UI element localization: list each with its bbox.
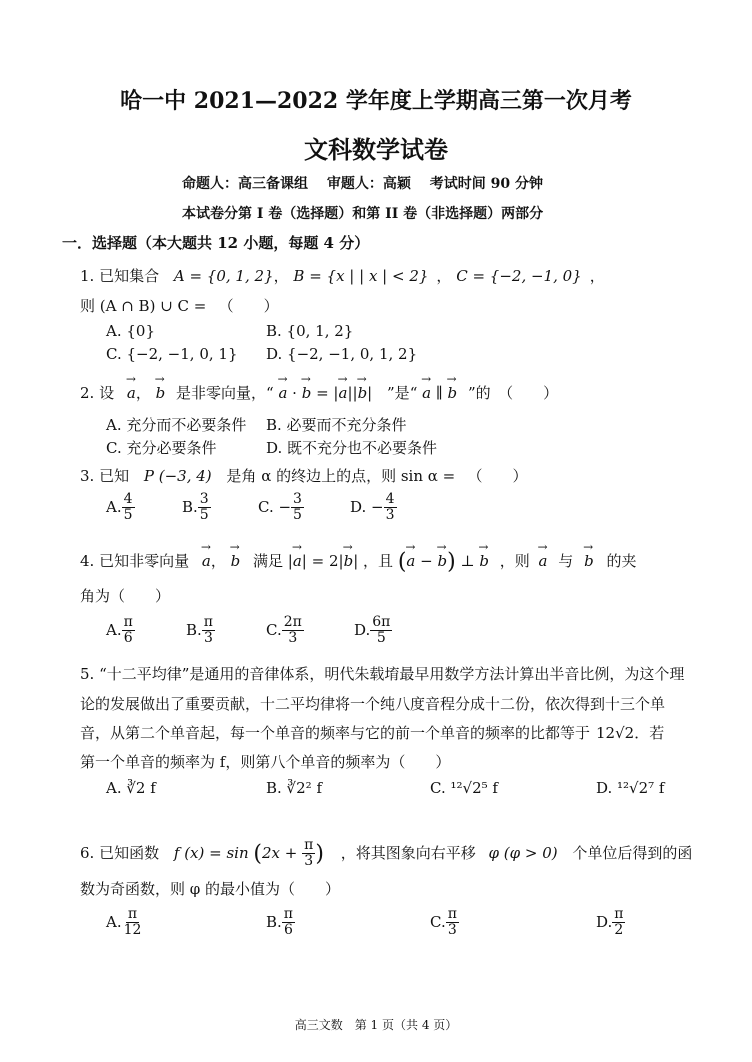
q2-option-d: D. 既不充分也不必要条件 [266, 439, 438, 457]
q2-option-b: B. 必要而不充分条件 [266, 416, 407, 434]
q1-intro: 1. 已知集合 [80, 267, 160, 285]
q5-option-b: B. ∛2² f [266, 779, 322, 797]
q3-option-c: C. − $\frac{3}{5}$ [258, 491, 302, 524]
question-2-stem: 2. 设 → a， → b 是非零向量，“ → a · → b = |→ a||→ b| ”是“ → a ∥ → b ”的 （ ） [80, 378, 558, 403]
q2-option-c: C. 充分必要条件 [106, 439, 217, 457]
q4-vector-b: → b [479, 546, 489, 570]
exam-authors: 命题人：高三备课组 审题人：高颖 考试时间 90 分钟 [182, 176, 543, 192]
question-4-stem-2: 角为（ ） [80, 587, 171, 605]
question-1-stem-2: 则 (A ∩ B) ∪ C = （ ） [80, 297, 279, 315]
q4-option-b: B. $\frac{\pi}{3}$ [186, 614, 213, 647]
q5-option-a: A. ∛2 f [106, 779, 156, 797]
q6-intro: 6. 已知函数 [80, 843, 160, 862]
q1-option-a: A. {0} [106, 322, 155, 340]
q1-option-d: D. {−2, −1, 0, 1, 2} [266, 345, 418, 363]
q2-text-2: 是 [394, 384, 410, 402]
q2-vector-a: → a [278, 378, 287, 402]
q4-vector-b: → b [437, 546, 447, 570]
question-4-stem: 4. 已知非零向量 → a， → b 满足 |→ a| = 2|→ b| ，且 (→ a − → b) ⊥ → b ，则 → a 与 → b 的夹 [80, 546, 636, 575]
q6-option-b: B. $\frac{\pi}{6}$ [266, 906, 293, 939]
question-5-line-3: 音，从第二个单音起，每一个单音的频率与它的前一个单音的频率的比都等于 12√2．若 [80, 724, 665, 742]
question-5-line-2: 论的发展做出了重要贡献，十二平均律将一个纯八度音程分成十二份，依次得到十三个单 [80, 695, 666, 713]
q2-vector-b: → b [302, 378, 312, 402]
q4-option-a: A. $\frac{\pi}{6}$ [106, 614, 133, 647]
q4-option-c: C. $\frac{2\pi}{3}$ [266, 614, 302, 647]
q6-text: ，将其图象向右平移 [340, 843, 476, 862]
q2-vector-a: → a [127, 378, 136, 402]
q2-vector-b: → b [358, 378, 368, 402]
q4-vector-a: → a [539, 546, 548, 570]
q2-vector-a: → a [422, 378, 431, 402]
q4-vector-a: → a [293, 546, 302, 570]
q2-vector-b: → b [448, 378, 458, 402]
q3-option-d: D. − $\frac{4}{3}$ [350, 491, 395, 524]
q3-option-b: B. $\frac{3}{5}$ [182, 491, 209, 524]
q1-option-b: B. {0, 1, 2} [266, 322, 354, 340]
q4-vector-a: → a [406, 546, 415, 570]
q6-option-d: D. $\frac{\pi}{2}$ [596, 906, 624, 939]
q4-vector-b: → b [584, 546, 594, 570]
q2-vector-b: → b [156, 378, 166, 402]
question-5-line-4: 第一个单音的频率为 f，则第八个单音的频率为（ ） [80, 753, 451, 771]
q4-vector-b: → b [231, 546, 241, 570]
q1-comma-2: ， [436, 267, 452, 285]
q4-then: ，则 [499, 552, 530, 570]
q4-and: ，且 [363, 552, 394, 570]
q6-option-c: C. $\frac{\pi}{3}$ [430, 906, 457, 939]
q4-intro: 4. 已知非零向量 [80, 552, 190, 570]
question-1-stem [80, 265, 605, 286]
q5-option-d: D. ¹²√2⁷ f [596, 779, 665, 797]
q6-function: f (x) = sin [173, 843, 249, 862]
q3-text: 是角 α 的终边上的点，则 sin α = （ ） [226, 467, 528, 485]
exam-subtitle: 文科数学试卷 [304, 135, 448, 164]
q1-comma-3: ， [589, 267, 605, 285]
exam-structure: 本试卷分第 I 卷（选择题）和第 II 卷（非选择题）两部分 [182, 206, 544, 222]
q4-with: 与 [558, 552, 574, 570]
q2-option-a: A. 充分而不必要条件 [106, 416, 247, 434]
q2-vector-a: → a [339, 378, 348, 402]
q4-angle: 的夹 [606, 552, 637, 570]
q1-set-c: C = {−2, −1, 0} [456, 267, 582, 285]
q2-text-1: 是非零向量， [176, 384, 267, 402]
q6-option-a: A. $\frac{\pi}{12}$ [106, 906, 142, 939]
question-6-stem: 6. 已知函数 f (x) = sin (2x + $\frac{\pi}{3}$ ) ，将其图象向右平移 φ (φ > 0) 个单位后得到的函 [80, 837, 693, 870]
q6-shift: φ (φ > 0) [488, 843, 558, 862]
q1-set-a: A = {0, 1, 2} [173, 267, 274, 285]
q5-option-c: C. ¹²√2⁵ f [430, 779, 498, 797]
q3-intro: 3. 已知 [80, 467, 130, 485]
q1-set-b: B = {x | | x | < 2} [293, 267, 429, 285]
q2-intro: 2. 设 [80, 384, 115, 402]
page-footer: 高三文数 第 1 页（共 4 页） [294, 1018, 458, 1032]
exam-title: 哈一中 2021—2022 学年度上学期高三第一次月考 [120, 88, 632, 114]
q4-option-d: D. $\frac{6\pi}{5}$ [354, 614, 391, 647]
q4-vector-b: → b [344, 546, 354, 570]
q2-text-3: 的 （ ） [475, 384, 559, 402]
q1-option-c: C. {−2, −1, 0, 1} [106, 345, 238, 363]
q4-satisfy: 满足 [253, 552, 284, 570]
q3-option-a: A. $\frac{4}{5}$ [106, 491, 133, 524]
q6-text-2: 个单位后得到的函 [572, 843, 693, 862]
section-heading: 一．选择题（本大题共 12 小题，每题 4 分） [62, 234, 370, 252]
question-6-stem-2: 数为奇函数，则 φ 的最小值为（ ） [80, 880, 341, 898]
q3-point: P (−3, 4) [143, 467, 212, 485]
question-5-line-1: 5. “十二平均律”是通用的音律体系，明代朱载堉最早用数学方法计算出半音比例，为这个理 [80, 665, 685, 683]
q1-comma-1: ， [273, 267, 289, 285]
question-3-stem [80, 465, 528, 486]
q4-vector-a: → a [202, 546, 211, 570]
